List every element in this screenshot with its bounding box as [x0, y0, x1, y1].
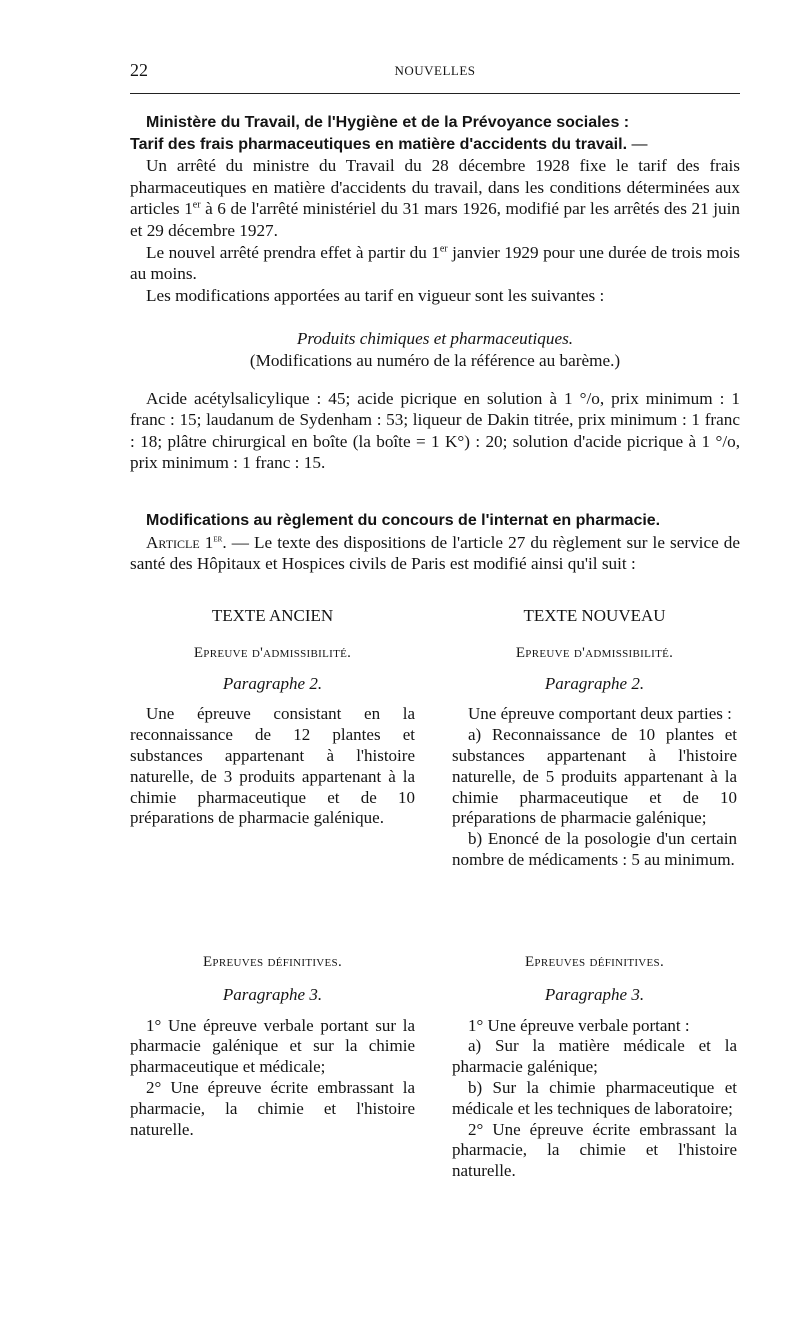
paragraph-text: 1° Une épreuve verbale portant sur la pharmacie galénique et sur la chimie pharmaceutique et médicale; — [130, 1015, 415, 1077]
section-admissibilite: Epreuve d'admissibilité. — [515, 644, 674, 661]
paragraph-article-1 — [130, 532, 740, 575]
paragraph-effet: Le nouvel arrêté prendra effet à partir du 1er janvier 1929 pour une durée de trois mois au moins. — [130, 242, 740, 284]
paragraph-modifications: Les modifications apportées au tarif en vigueur sont les suivantes : — [146, 285, 605, 305]
article-label: Article 1er. — [146, 532, 227, 552]
article-tarif — [130, 112, 740, 575]
paragraph-text-b: b) Sur la chimie pharmaceutique et médicale et les techniques de laboratoire; — [452, 1077, 737, 1118]
section-admissibilite: Epreuve d'admissibilité. — [193, 644, 352, 661]
paragraph-label: Paragraphe 2. — [222, 673, 323, 693]
page-number: 22 — [130, 60, 148, 80]
article-heading-line1: Ministère du Travail, de l'Hygiène et de la Prévoyance sociales : — [146, 114, 630, 131]
article-heading-line2 — [130, 134, 740, 156]
paragraph-text: Une épreuve consistant en la reconnaissance de 12 plantes et substances appartenant à l'histoire naturelle, de 3 produits appartenant à la chimie pharmaceutique et de 10 préparations de pharmacie galénique. — [130, 704, 415, 828]
article-heading-text: Tarif des frais pharmaceutiques en matière d'accidents du travail. — [130, 135, 628, 153]
article-heading-internat: Modifications au règlement du concours de l'internat en pharmacie. — [146, 511, 661, 529]
section-definitives: Epreuves définitives. — [202, 954, 343, 970]
section-definitives: Epreuves définitives. — [524, 954, 665, 970]
paragraph-text: 2° Une épreuve écrite embrassant la pharmacie, la chimie et l'histoire naturelle. — [130, 1077, 415, 1139]
column-title: TEXTE NOUVEAU — [523, 606, 666, 625]
paragraph-text-c: 2° Une épreuve écrite embrassant la pharmacie, la chimie et l'histoire naturelle. — [452, 1119, 737, 1181]
paragraph-text-a: a) Sur la matière médicale et la pharmacie galénique; — [452, 1036, 737, 1077]
header-rule — [130, 93, 740, 94]
running-title: NOUVELLES — [394, 63, 476, 78]
paragraph-text: Une épreuve comportant deux parties : — [468, 704, 732, 724]
heading-dash: — — [627, 135, 648, 153]
column-texte-ancien — [130, 606, 415, 829]
column-texte-nouveau — [452, 606, 737, 871]
column-texte-nouveau-definitives — [452, 952, 737, 1182]
paragraph-label: Paragraphe 2. — [544, 673, 645, 693]
article-text: — Le texte des dispositions de l'article 27 du règlement sur le service de santé des Hôpitaux et Hospices civils de Paris est modifié ainsi qu'il suit : — [130, 532, 741, 574]
column-texte-ancien-definitives — [130, 952, 415, 1140]
paragraph-text-b: b) Enoncé de la posologie d'un certain nombre de médicaments : 5 au minimum. — [452, 829, 737, 869]
subheading-modifications: (Modifications au numéro de la référence au barème.) — [249, 350, 621, 370]
paragraph-acide: Acide acétylsalicylique : 45; acide picrique en solution à 1 °/o, prix minimum : 1 franc : 15; laudanum de Sydenham : 53; liqueur de Dakin titrée, prix minimum : 1 franc : 18; plâtre chirurgical en boîte (la boîte = 1 K°) : 20; solution d'acide picrique à 1 °/o, prix minimum : 1 franc : 15. — [130, 388, 740, 473]
column-title: TEXTE ANCIEN — [211, 606, 334, 625]
paragraph-label: Paragraphe 3. — [544, 984, 645, 1004]
paragraph-arrete: Un arrêté du ministre du Travail du 28 décembre 1928 fixe le tarif des frais pharmaceutiques en matière d'accidents du travail, dans les conditions déterminées aux articles 1er à 6 de l'arrêté ministériel du 31 mars 1926, modifié par les arrêtés des 21 juin et 29 décembre 1927. — [130, 156, 740, 240]
paragraph-text-a: a) Reconnaissance de 10 plantes et substances appartenant à l'histoire naturelle, de 5 produits appartenant à la chimie pharmaceutique et de 10 préparations de pharmacie galénique; — [452, 725, 737, 828]
running-header — [130, 60, 740, 84]
subheading-produits: Produits chimiques et pharmaceutiques. — [296, 329, 574, 349]
paragraph-text: 1° Une épreuve verbale portant : — [468, 1015, 690, 1035]
paragraph-label: Paragraphe 3. — [222, 984, 323, 1004]
